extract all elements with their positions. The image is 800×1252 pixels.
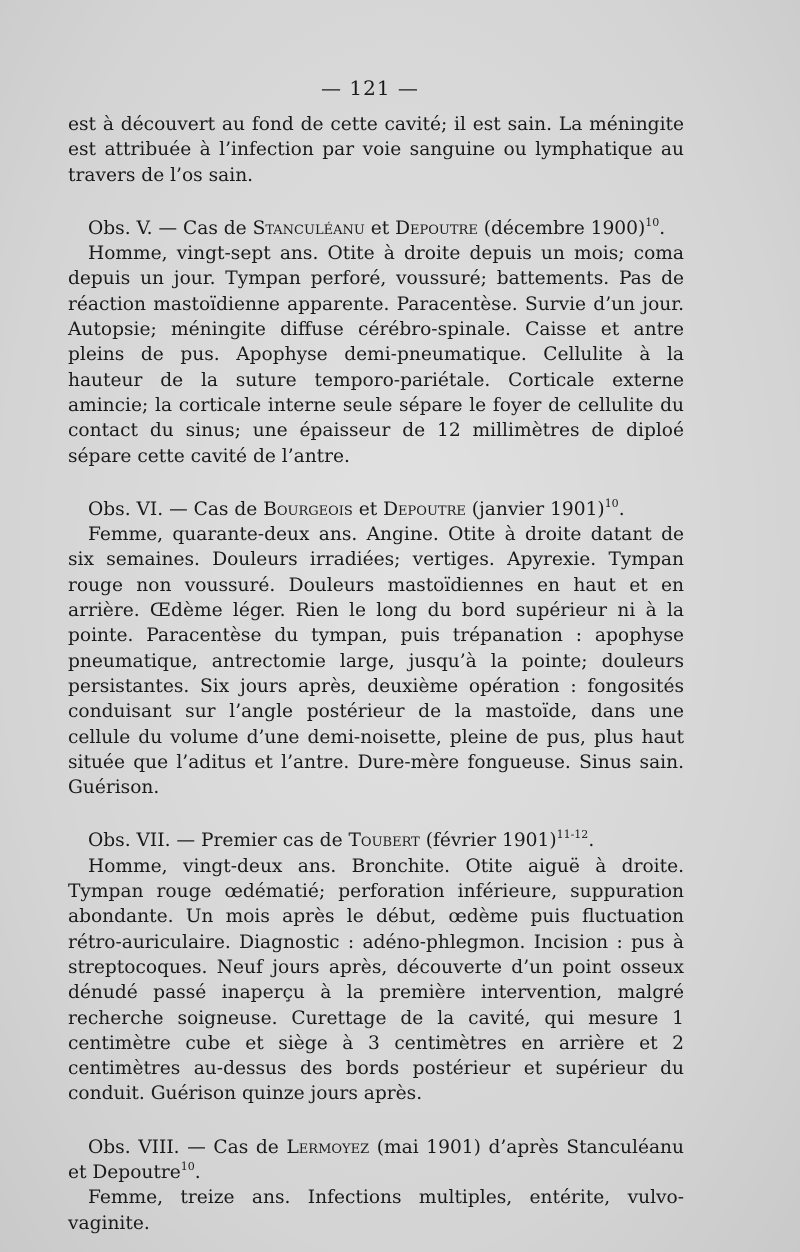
continued-paragraph: est à découvert au fond de cette cavité; il est sain. La méningite est attribuée à l’infection par voie sanguine ou lymphatique au travers de l’os sain. <box>68 114 684 186</box>
page-number: — 121 — <box>321 76 419 100</box>
page-text <box>68 112 684 1236</box>
obs-vi-body: Femme, quarante-deux ans. Angine. Otite à droite datant de six semaines. Douleurs irradiées; vertiges. Apyrexie. Tympan rouge non voussuré. Douleurs mastoïdiennes en haut et en arrière. Œdème léger. Rien le long du bord supérieur ni à la pointe. Paracentèse du tympan, puis trépanation : apophyse pneumatique, antrectomie large, jusqu’à la pointe; douleurs persistantes. Six jours après, deuxième opération : fongosités conduisant sur l’angle postérieur de la mastoïde, dans une cellule du volume d’une demi-noisette, pleine de pus, plus haut située que l’aditus et l’antre. Dure-mère fongueuse. Sinus sain. Guérison. <box>68 524 684 799</box>
obs-viii-body: Femme, treize ans. Infections multiples, entérite, vulvo-vaginite. <box>68 1187 684 1234</box>
obs-v-body: Homme, vingt-sept ans. Otite à droite depuis un mois; coma depuis un jour. Tympan perforé, voussuré; battements. Pas de réaction mastoïdienne apparente. Paracentèse. Survie d’un jour. Autopsie; méningite diffuse cérébro-spinale. Caisse et antre pleins de pus. Apophyse demi-pneumatique. Cellulite à la hauteur de la suture temporo-pariétale. Corticale externe amincie; la corticale interne seule sépare le foyer de cellulite du contact du sinus; une épaisseur de 12 millimètres de diploé sépare cette cavité de l’antre. <box>68 243 684 467</box>
obs-vii-heading: Obs. VII. — Premier cas de Toubert (février 1901)$^{11-12}$. <box>88 828 595 852</box>
obs-vii-body: Homme, vingt-deux ans. Bronchite. Otite aiguë à droite. Tympan rouge œdématié; perforation inférieure, suppuration abondante. Un mois après le début, œdème puis fluctuation rétro-auriculaire. Diagnostic : adéno-phlegmon. Incision : pus à streptocoques. Neuf jours après, découverte d’un point osseux dénudé passé inaperçu à la première intervention, malgré recherche soigneuse. Curettage de la cavité, qui mesure 1 centimètre cube et siège à 3 centimètres en arrière et 2 centimètres au-dessus des bords postérieur et supérieur du conduit. Guérison quinze jours après. <box>68 855 684 1105</box>
obs-v-heading: Obs. V. — Cas de Stanculéanu et Depoutre (décembre 1900)$^{10}$. <box>88 215 666 239</box>
obs-viii-heading: Obs. VIII. — Cas de Lermoyez (mai 1901) d’après Stanculéanu et Depoutre$^{10}$. <box>68 1136 684 1183</box>
obs-vi-heading: Obs. VI. — Cas de Bourgeois et Depoutre (janvier 1901)$^{10}$. <box>88 496 625 520</box>
